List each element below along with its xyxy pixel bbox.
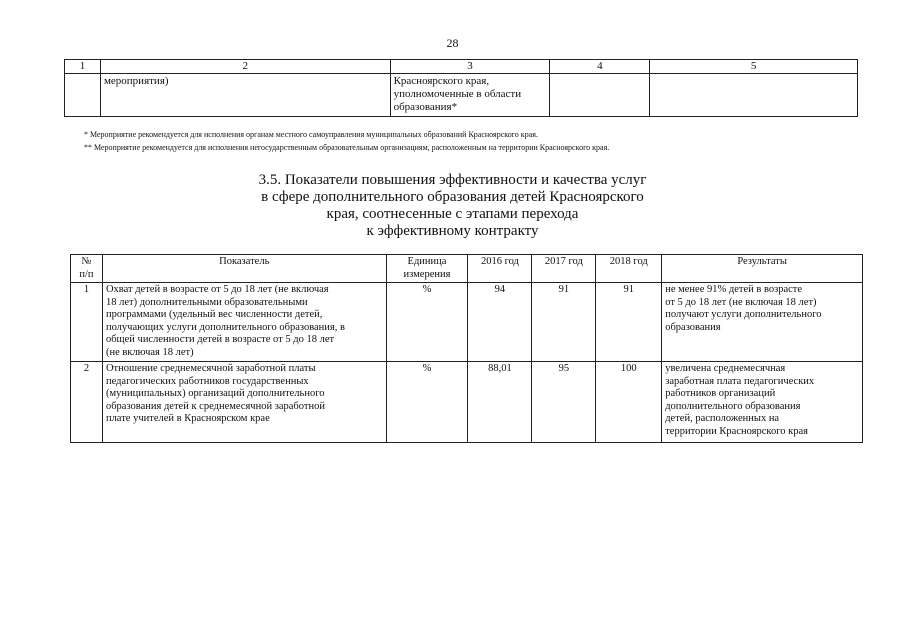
row-2018: 100 [596, 362, 662, 443]
cell-line: Отношение среднемесячной заработной платы [105, 363, 316, 374]
row-unit: % [386, 362, 468, 443]
row-results [662, 362, 863, 443]
footnote: * Мероприятие рекомендуется для исполнения органам местного самоуправления муниципальных образований Красноярского края. [84, 130, 538, 139]
title-line: к эффективному контракту [366, 223, 539, 239]
header-cell: 3 [390, 60, 550, 74]
table-row [71, 283, 863, 362]
cell-line: дополнительного образования [665, 400, 801, 412]
continuation-table [64, 59, 858, 117]
footnotes [84, 128, 609, 154]
cell-line: Охват детей в возрасте от 5 до 18 лет (не включая [105, 284, 329, 295]
row-2016: 88,01 [468, 362, 532, 443]
cell-line: увеличена среднемесячная [665, 363, 786, 374]
row-2016: 94 [468, 283, 532, 362]
cell-line: образования [665, 321, 721, 333]
header-cell: 5 [650, 60, 858, 74]
header-cell: 4 [550, 60, 650, 74]
title-line: 3.5. Показатели повышения эффективности и качества услуг [258, 172, 647, 188]
cell-line: программами (удельный вес численности детей, [105, 309, 323, 320]
header-cell: 1 [65, 60, 101, 74]
title-line: края, соотнесенные с этапами перехода [326, 206, 579, 222]
row-num: 1 [71, 283, 103, 362]
header-line: Единица [407, 256, 447, 267]
section-title [0, 172, 905, 240]
table-cell [390, 74, 550, 117]
cell-line: 18 лет) дополнительными образовательными [105, 296, 308, 308]
header-num [71, 255, 103, 283]
cell-line: образования детей к среднемесячной заработной [105, 400, 325, 412]
table-row [71, 362, 863, 443]
table-header-row [71, 255, 863, 283]
header-2016: 2016 год [468, 255, 532, 283]
cell-line: Красноярского края, [393, 75, 490, 87]
table-cell [650, 74, 858, 117]
table-cell [550, 74, 650, 117]
title-line: в сфере дополнительного образования детей Красноярского [261, 189, 644, 205]
cell-line: заработная плата педагогических [665, 375, 815, 387]
header-line: № [81, 256, 92, 267]
cell-line: плате учителей в Красноярском крае [105, 413, 270, 424]
cell-line: получающих услуги дополнительного образования, в [105, 321, 345, 333]
cell-line: от 5 до 18 лет (не включая 18 лет) [665, 296, 817, 308]
cell-line: детей, расположенных на [665, 413, 780, 424]
cell-line: работников организаций [665, 388, 776, 399]
header-unit [386, 255, 468, 283]
row-num: 2 [71, 362, 103, 443]
cell-line: не менее 91% детей в возрасте [665, 284, 803, 295]
table-header-row [65, 60, 858, 74]
header-indicator: Показатель [102, 255, 386, 283]
cell-line: педагогических работников государственных [105, 375, 309, 387]
header-cell: 2 [100, 60, 390, 74]
footnote: ** Мероприятие рекомендуется для исполнения негосударственным образовательным организациям, расположенным на территории Красноярского края. [84, 143, 610, 152]
indicators-table [70, 254, 863, 443]
cell-line: (не включая 18 лет) [105, 346, 194, 358]
cell-line: получают услуги дополнительного [665, 309, 822, 320]
cell-line: (муниципальных) организаций дополнительного [105, 388, 325, 399]
cell-line: территории Красноярского края [665, 425, 808, 437]
table-cell: мероприятия) [100, 74, 390, 117]
cell-line: образования* [393, 101, 458, 113]
row-indicator [102, 362, 386, 443]
header-results: Результаты [662, 255, 863, 283]
table-row [65, 74, 858, 117]
row-unit: % [386, 283, 468, 362]
header-line: п/п [79, 268, 94, 280]
cell-line: общей численности детей в возрасте от 5 до 18 лет [105, 334, 335, 345]
row-2017: 95 [532, 362, 596, 443]
row-2018: 91 [596, 283, 662, 362]
row-results [662, 283, 863, 362]
table-cell [65, 74, 101, 117]
header-2018: 2018 год [596, 255, 662, 283]
row-indicator [102, 283, 386, 362]
header-line: измерения [403, 268, 451, 280]
page-number: 28 [446, 36, 459, 50]
row-2017: 91 [532, 283, 596, 362]
cell-line: уполномоченные в области [393, 88, 522, 100]
header-2017: 2017 год [532, 255, 596, 283]
